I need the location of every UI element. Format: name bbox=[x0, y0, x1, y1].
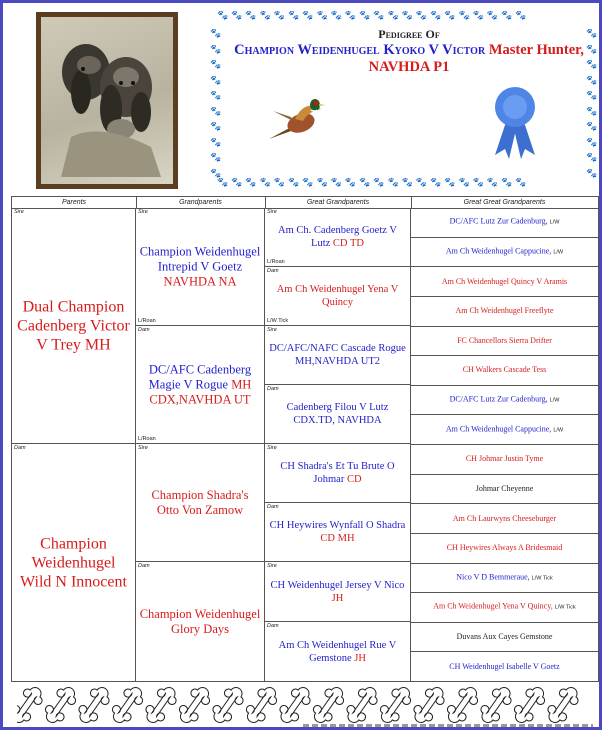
great-grandparent-cell bbox=[265, 562, 411, 622]
dog-bone-icon bbox=[241, 685, 281, 725]
column-header-great-grandparents: Great Grandparents bbox=[265, 197, 412, 209]
pedigree-table bbox=[11, 196, 599, 682]
color-note: L/W bbox=[553, 427, 564, 434]
column-header-parents: Parents bbox=[12, 197, 137, 209]
great-grandparent-title: JH bbox=[331, 592, 344, 604]
dam-tag: Dam bbox=[267, 268, 279, 274]
great-great-grandparent-name bbox=[411, 543, 598, 553]
great-great-grandparent-name bbox=[411, 662, 598, 672]
great-grandparent-cell bbox=[265, 208, 411, 267]
great-grandparent-cell bbox=[265, 444, 411, 503]
great-great-grandparent-cell bbox=[411, 267, 598, 297]
great-great-grandparent-name bbox=[411, 454, 598, 464]
dog-bone-icon bbox=[141, 685, 181, 725]
color-note: L/W bbox=[553, 249, 564, 256]
great-great-grandparent-cell bbox=[411, 356, 598, 386]
paw-print-border-bottom: 🐾🐾🐾🐾🐾🐾🐾🐾🐾🐾🐾🐾🐾🐾🐾🐾🐾🐾🐾🐾🐾🐾 bbox=[217, 178, 530, 188]
dog-bone-icon bbox=[17, 685, 47, 725]
great-great-grandparent-name bbox=[411, 514, 598, 524]
dog-bone-icon bbox=[107, 685, 147, 725]
dam-tag: Dam bbox=[267, 623, 279, 629]
grandparent-name bbox=[136, 362, 264, 407]
color-note: L/W bbox=[549, 219, 560, 226]
dog-bone-icon bbox=[476, 685, 516, 725]
great-great-grandparent-name-main: Am Ch Weidenhugel Freeflyte bbox=[455, 306, 554, 316]
great-grandparent-name-main: Am Ch. Cadenberg Goetz V Lutz bbox=[278, 225, 397, 249]
great-grandparent-name: Cadenberg Filou V Lutz CDX.TD, NAVHDA bbox=[286, 402, 389, 426]
great-great-grandparent-name bbox=[411, 336, 598, 346]
great-grandparent-title: CD MH bbox=[320, 533, 355, 544]
sire-tag: Sire bbox=[14, 209, 24, 215]
great-great-grandparent-cell bbox=[411, 564, 598, 594]
dog-bone-icon bbox=[342, 685, 382, 725]
dog-bone-icon bbox=[40, 685, 80, 725]
great-grandparent-title: JH bbox=[354, 653, 366, 664]
great-great-grandparent-name bbox=[411, 395, 598, 406]
great-great-grandparent-name bbox=[411, 246, 598, 257]
great-great-grandparent-name-main: CH Heywires Always A Bridesmaid bbox=[446, 543, 563, 553]
great-great-grandparent-name bbox=[411, 602, 598, 613]
great-great-grandparent-name-main: Johmar Cheyenne bbox=[475, 483, 534, 493]
great-great-grandparent-name-main: FC Chancellors Sierra Drifter bbox=[457, 335, 552, 345]
great-great-grandparent-name-main: CH Walkers Cascade Tess bbox=[462, 365, 547, 375]
great-grandparent-name bbox=[265, 519, 410, 545]
color-note: L/W Tick bbox=[267, 318, 289, 324]
parent-sire-cell bbox=[12, 208, 136, 444]
ribbon-icon bbox=[489, 81, 545, 161]
grandparent-title: MH CDX,NAVHDA UT bbox=[149, 377, 252, 406]
great-grandparent-name bbox=[265, 639, 410, 665]
dog-bone-icon bbox=[509, 685, 549, 725]
great-great-grandparent-cell bbox=[411, 534, 598, 564]
great-great-grandparent-cell bbox=[411, 593, 598, 623]
great-grandparent-name: DC/AFC/NAFC Cascade Rogue MH,NAVHDA UT2 bbox=[269, 343, 406, 367]
dog-bone-icon bbox=[543, 685, 583, 725]
bone-border bbox=[17, 685, 593, 725]
great-great-grandparent-cell bbox=[411, 238, 598, 268]
great-great-grandparent-name bbox=[411, 572, 598, 583]
grandparent-name-main: Champion Weidenhugel Intrepid V Goetz bbox=[139, 244, 261, 273]
great-grandparent-cell bbox=[265, 385, 411, 444]
color-note: L/Roan bbox=[267, 259, 285, 265]
great-grandparent-name-main: CH Shadra's Et Tu Brute O Johmar bbox=[280, 461, 395, 485]
grandparent-cell bbox=[136, 208, 265, 326]
dam-tag: Dam bbox=[267, 386, 279, 392]
dam-tag: Dam bbox=[138, 563, 150, 569]
great-great-grandparent-name-main: CH Johmar Justin Tyme bbox=[465, 454, 544, 464]
sire-tag: Sire bbox=[138, 209, 148, 215]
dam-tag: Dam bbox=[267, 504, 279, 510]
column-header-great-great-grandparents: Great Great Grandparents bbox=[411, 197, 598, 209]
great-great-grandparent-name bbox=[411, 365, 598, 375]
great-great-grandparent-cell bbox=[411, 297, 598, 327]
dog-bone-icon bbox=[174, 685, 214, 725]
great-great-grandparent-name-main: Am Ch Weidenhugel Cappucine, bbox=[445, 246, 552, 256]
great-great-grandparent-cell bbox=[411, 445, 598, 475]
grandparent-title: NAVHDA NA bbox=[163, 274, 237, 288]
dog-bone-icon bbox=[74, 685, 114, 725]
great-grandparent-cell bbox=[265, 326, 411, 385]
pre-title: Pedigree Of bbox=[378, 27, 440, 41]
sire-tag: Sire bbox=[267, 445, 277, 451]
great-grandparent-cell bbox=[265, 622, 411, 682]
great-grandparent-cell bbox=[265, 267, 411, 326]
great-great-grandparent-cell bbox=[411, 652, 598, 682]
dog-bone-icon-row bbox=[17, 685, 593, 725]
grandparent-name bbox=[136, 244, 264, 289]
dog-bone-icon bbox=[275, 685, 315, 725]
color-note: L/W Tick bbox=[531, 575, 553, 582]
great-grandparent-title: CD bbox=[346, 474, 362, 485]
great-great-grandparent-cell bbox=[411, 386, 598, 416]
pedigree-title bbox=[225, 27, 593, 76]
dog-name-part1: Champion Weidenhugel Kyoko V Victor bbox=[234, 42, 489, 58]
sire-tag: Sire bbox=[267, 327, 277, 333]
paw-print-border-left: 🐾 🐾 🐾 🐾 🐾 🐾 🐾 🐾 🐾 🐾 bbox=[210, 29, 222, 179]
great-great-grandparent-name-main: Am Ch Weidenhugel Cappucine, bbox=[445, 424, 552, 434]
great-great-grandparent-name-main: Duvans Aux Cayes Gemstone bbox=[456, 632, 553, 642]
great-grandparent-title: CD TD bbox=[332, 238, 364, 249]
great-great-grandparent-name-main: Am Ch Laurwyns Cheeseburger bbox=[452, 513, 557, 523]
sire-tag: Sire bbox=[138, 445, 148, 451]
dog-name-part2: Master Hunter, NAVHDA P1 bbox=[368, 42, 584, 75]
dog-bone-icon bbox=[409, 685, 449, 725]
great-grandparent-cell bbox=[265, 503, 411, 562]
dam-tag: Dam bbox=[14, 445, 26, 451]
great-grandparent-name bbox=[265, 579, 410, 605]
great-great-grandparent-cell bbox=[411, 475, 598, 505]
great-grandparent-name: Am Ch Weidenhugel Yena V Quincy bbox=[276, 284, 399, 308]
color-note: L/W bbox=[549, 397, 560, 404]
great-great-grandparent-name-main: DC/AFC Lutz Zur Cadenburg, bbox=[449, 216, 548, 226]
dog-portrait-image bbox=[41, 17, 173, 184]
sire-tag: Sire bbox=[267, 563, 277, 569]
great-great-grandparent-cell bbox=[411, 327, 598, 357]
column-header-grandparents: Grandparents bbox=[136, 197, 266, 209]
dam-tag: Dam bbox=[138, 327, 150, 333]
sire-tag: Sire bbox=[267, 209, 277, 215]
parent-sire-name: Dual Champion Cadenberg Victor V Trey MH bbox=[17, 298, 130, 353]
great-great-grandparent-name bbox=[411, 484, 598, 494]
great-great-grandparent-cell bbox=[411, 504, 598, 534]
great-great-grandparent-name bbox=[411, 277, 598, 287]
great-grandparent-name-main: CH Heywires Wynfall O Shadra bbox=[269, 520, 406, 531]
great-great-grandparent-name-main: Nico V D Bemmeraue, bbox=[456, 572, 530, 582]
dog-portrait-icon bbox=[41, 17, 173, 184]
great-grandparent-name bbox=[265, 224, 410, 250]
dog-bone-icon bbox=[308, 685, 348, 725]
dog-portrait-frame bbox=[36, 12, 178, 189]
grandparent-cell bbox=[136, 326, 265, 444]
color-note: L/Roan bbox=[138, 436, 156, 442]
great-great-grandparent-name-main: Am Ch Weidenhugel Quincy V Aramis bbox=[441, 276, 568, 286]
great-grandparent-name-main: Am Ch Weidenhugel Rue V Gemstone bbox=[278, 640, 397, 664]
color-note: L/W Tick bbox=[554, 604, 576, 611]
grandparent-name-main: DC/AFC Cadenberg Magie V Rogue bbox=[148, 362, 252, 391]
great-great-grandparent-name-main: CH Weidenhugel Isabelle V Goetz bbox=[449, 662, 560, 672]
great-great-grandparent-name bbox=[411, 217, 598, 228]
grandparent-name: Champion Shadra's Otto Von Zamow bbox=[151, 487, 249, 517]
pheasant-icon bbox=[265, 91, 331, 151]
grandparent-cell bbox=[136, 562, 265, 682]
dog-bone-icon bbox=[208, 685, 248, 725]
great-grandparent-name bbox=[265, 460, 410, 486]
dog-bone-icon bbox=[442, 685, 482, 725]
great-great-grandparent-name-main: Am Ch Weidenhugel Yena V Quincy, bbox=[433, 601, 553, 611]
great-great-grandparent-cell bbox=[411, 208, 598, 238]
great-great-grandparent-name-main: DC/AFC Lutz Zur Cadenburg, bbox=[449, 394, 548, 404]
great-great-grandparent-name bbox=[411, 424, 598, 435]
dog-name-title bbox=[225, 42, 593, 76]
great-great-grandparent-name bbox=[411, 632, 598, 642]
great-grandparent-name-main: CH Weidenhugel Jersey V Nico bbox=[270, 579, 405, 591]
grandparent-cell bbox=[136, 444, 265, 562]
parent-dam-name: Champion Weidenhugel Wild N Innocent bbox=[20, 535, 127, 591]
great-great-grandparent-name bbox=[411, 306, 598, 316]
paw-print-border-right: 🐾 🐾 🐾 🐾 🐾 🐾 🐾 🐾 🐾 🐾 bbox=[586, 29, 598, 179]
paw-print-border-top: 🐾🐾🐾🐾🐾🐾🐾🐾🐾🐾🐾🐾🐾🐾🐾🐾🐾🐾🐾🐾🐾🐾 bbox=[217, 11, 530, 21]
great-great-grandparent-cell bbox=[411, 415, 598, 445]
parent-dam-cell bbox=[12, 444, 136, 682]
grandparent-name: Champion Weidenhugel Glory Days bbox=[139, 607, 261, 636]
dog-bone-icon bbox=[375, 685, 415, 725]
footer-fineprint bbox=[303, 724, 593, 727]
color-note: L/Roan bbox=[138, 318, 156, 324]
great-great-grandparent-cell bbox=[411, 623, 598, 653]
